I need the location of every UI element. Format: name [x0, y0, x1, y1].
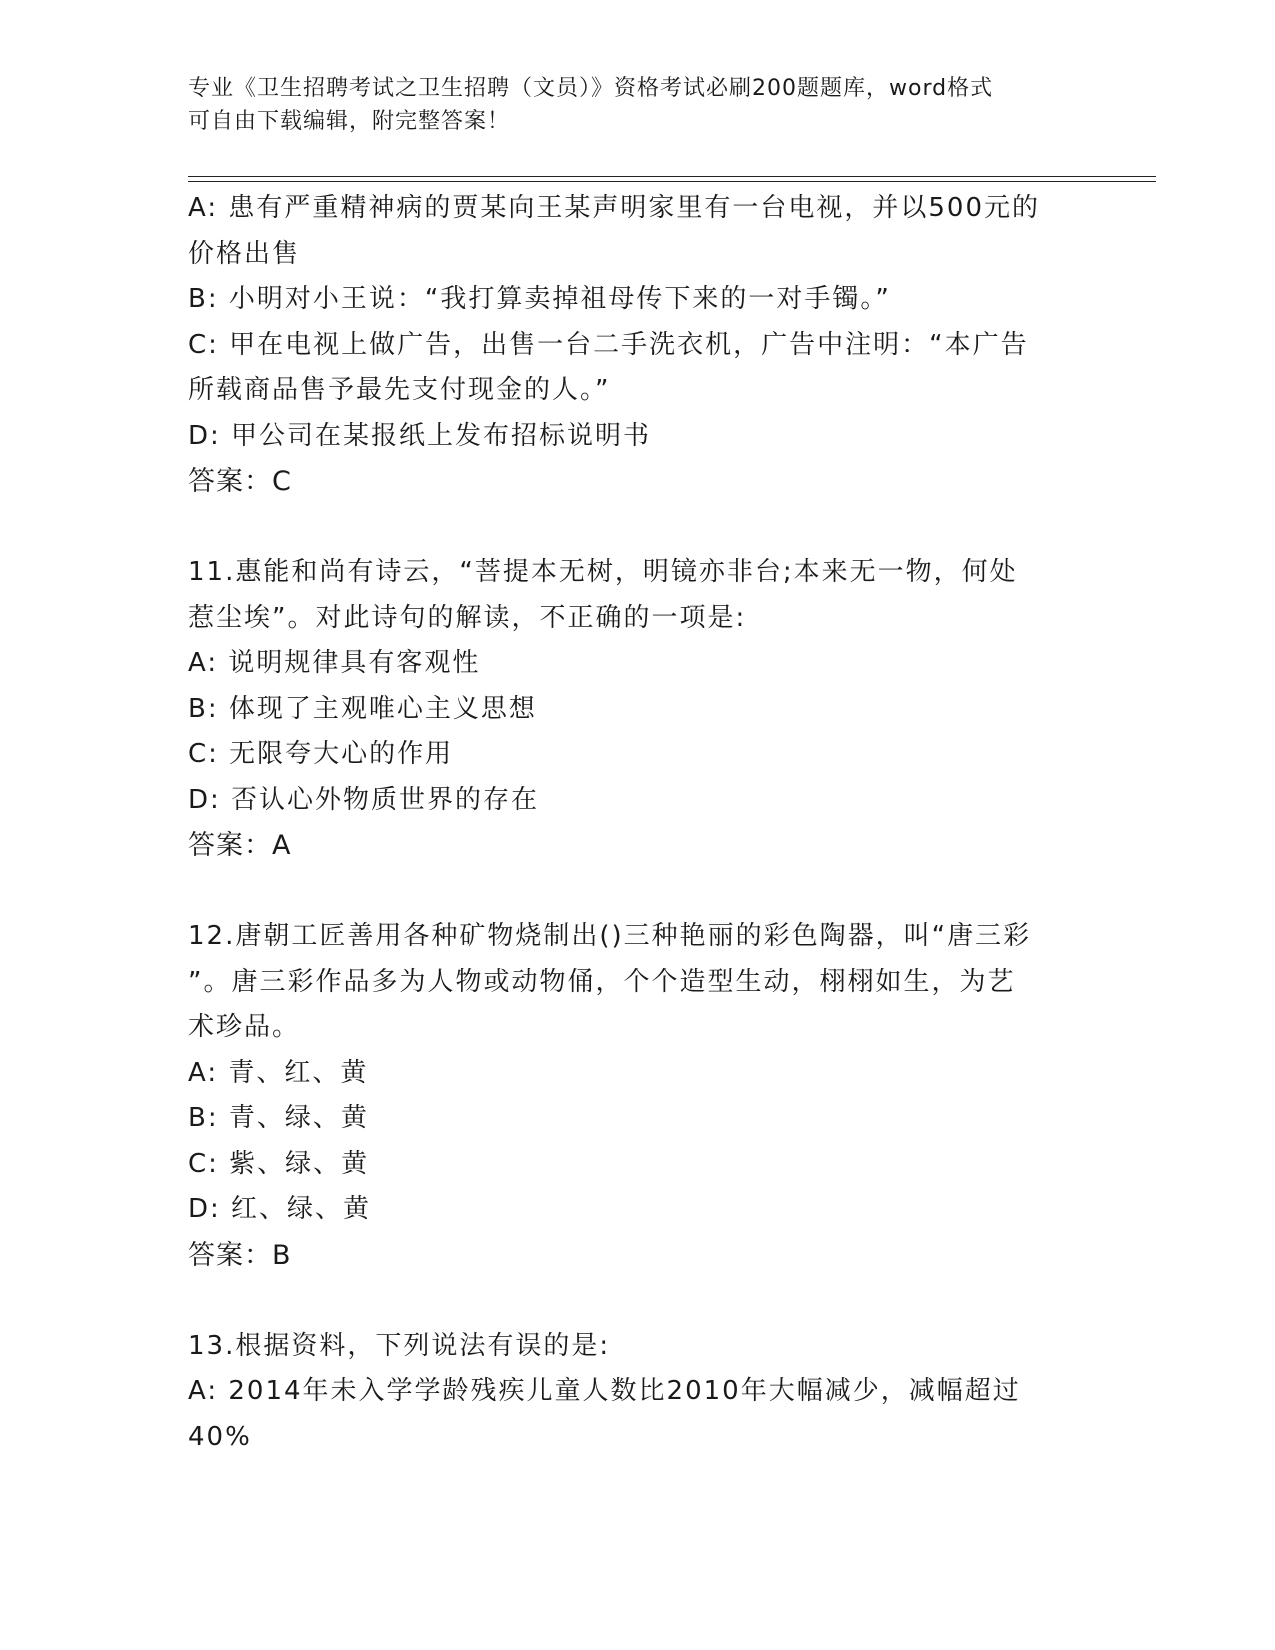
option-a: A: 青、红、黄	[188, 1057, 369, 1088]
question-stem-line1: 12.唐朝工匠善用各种矿物烧制出()三种艳丽的彩色陶器，叫“唐三彩	[188, 921, 1032, 951]
question-11	[188, 550, 1078, 869]
question-stem-line1: 11.惠能和尚有诗云，“菩提本无树，明镜亦非台;本来无一物，何处	[188, 557, 1018, 587]
option-a: A: 说明规律具有客观性	[188, 648, 481, 678]
option-d: D: 否认心外物质世界的存在	[188, 784, 540, 815]
option-c: C: 紫、绿、黄	[188, 1148, 370, 1179]
spacer	[188, 869, 1078, 915]
option-a-line1: A: 患有严重精神病的贾某向王某声明家里有一台电视，并以500元的	[188, 193, 1040, 223]
option-a-line2: 价格出售	[188, 238, 301, 269]
answer: 答案：B	[188, 1239, 292, 1271]
option-c-line2: 所载商品售予最先支付现金的人。”	[188, 375, 611, 405]
question-13	[188, 1324, 1078, 1461]
option-d: D: 红、绿、黄	[188, 1194, 372, 1224]
question-stem-line2: 惹尘埃”。对此诗句的解读，不正确的一项是:	[188, 602, 747, 633]
question-content	[188, 186, 1078, 1460]
document-header	[188, 72, 1068, 138]
header-divider-top	[188, 176, 1156, 177]
answer: 答案：C	[188, 466, 292, 497]
header-divider-bottom	[188, 181, 1156, 182]
answer: 答案：A	[188, 830, 292, 861]
question-stem: 13.根据资料，下列说法有误的是:	[188, 1330, 611, 1361]
header-title-line1: 专业《卫生招聘考试之卫生招聘（文员）》资格考试必刷200题题库，word格式	[188, 76, 994, 101]
option-b: B: 青、绿、黄	[188, 1103, 369, 1133]
spacer	[188, 505, 1078, 551]
question-12	[188, 914, 1078, 1278]
option-c: C: 无限夸大心的作用	[188, 739, 454, 769]
question-stem-line2: ”。唐三彩作品多为人物或动物俑，个个造型生动，栩栩如生，为艺	[188, 966, 1016, 997]
question-10	[188, 186, 1078, 505]
option-a-line1: A: 2014年未入学学龄残疾儿童人数比2010年大幅减少，减幅超过	[188, 1376, 1021, 1406]
option-c-line1: C: 甲在电视上做广告，出售一台二手洗衣机，广告中注明：“本广告	[188, 329, 1029, 360]
option-d: D: 甲公司在某报纸上发布招标说明书	[188, 420, 652, 451]
spacer	[188, 1278, 1078, 1324]
option-b: B: 小明对小王说：“我打算卖掉祖母传下来的一对手镯。”	[188, 284, 891, 314]
option-b: B: 体现了主观唯心主义思想	[188, 693, 537, 724]
header-title-line2: 可自由下载编辑，附完整答案！	[188, 109, 511, 134]
question-stem-line3: 术珍品。	[188, 1012, 301, 1042]
option-a-line2: 40%	[188, 1421, 252, 1452]
